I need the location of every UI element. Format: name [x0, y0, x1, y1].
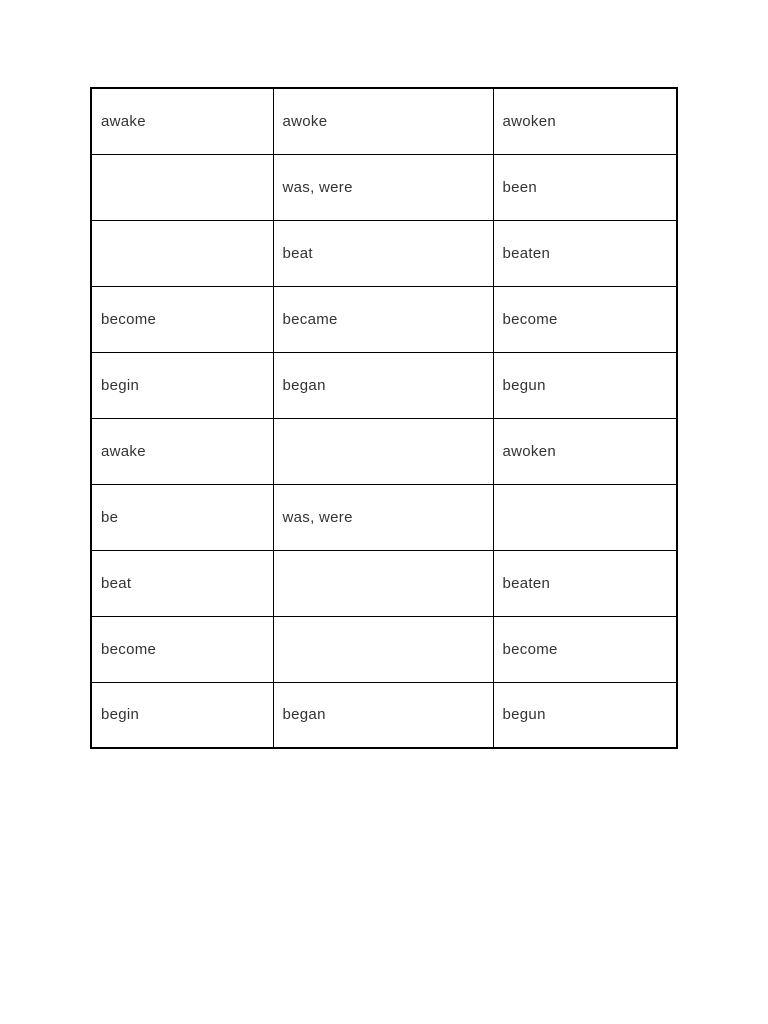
base-form-cell: [91, 154, 273, 220]
past-participle-cell: begun: [493, 352, 677, 418]
table-row: [91, 484, 677, 550]
base-form-cell: begin: [91, 352, 273, 418]
table-row: [91, 616, 677, 682]
base-form-cell: be: [91, 484, 273, 550]
table-row: [91, 418, 677, 484]
past-participle-cell: beaten: [493, 550, 677, 616]
past-participle-cell: been: [493, 154, 677, 220]
past-simple-cell: was, were: [273, 154, 493, 220]
table-row: [91, 550, 677, 616]
table-row: [91, 154, 677, 220]
irregular-verbs-table: [90, 87, 678, 749]
base-form-cell: beat: [91, 550, 273, 616]
past-participle-cell: awoken: [493, 418, 677, 484]
base-form-cell: awake: [91, 418, 273, 484]
past-simple-cell: was, were: [273, 484, 493, 550]
past-simple-cell: awoke: [273, 88, 493, 154]
base-form-cell: [91, 220, 273, 286]
table-row: [91, 88, 677, 154]
past-simple-cell: [273, 550, 493, 616]
base-form-cell: begin: [91, 682, 273, 748]
past-simple-cell: [273, 616, 493, 682]
past-simple-cell: began: [273, 682, 493, 748]
base-form-cell: awake: [91, 88, 273, 154]
table-row: [91, 220, 677, 286]
past-participle-cell: become: [493, 616, 677, 682]
base-form-cell: become: [91, 616, 273, 682]
table-row: [91, 352, 677, 418]
past-participle-cell: beaten: [493, 220, 677, 286]
table-row: [91, 286, 677, 352]
past-simple-cell: became: [273, 286, 493, 352]
past-participle-cell: begun: [493, 682, 677, 748]
past-participle-cell: become: [493, 286, 677, 352]
past-simple-cell: [273, 418, 493, 484]
past-participle-cell: [493, 484, 677, 550]
base-form-cell: become: [91, 286, 273, 352]
table-row: [91, 682, 677, 748]
past-simple-cell: began: [273, 352, 493, 418]
past-simple-cell: beat: [273, 220, 493, 286]
past-participle-cell: awoken: [493, 88, 677, 154]
